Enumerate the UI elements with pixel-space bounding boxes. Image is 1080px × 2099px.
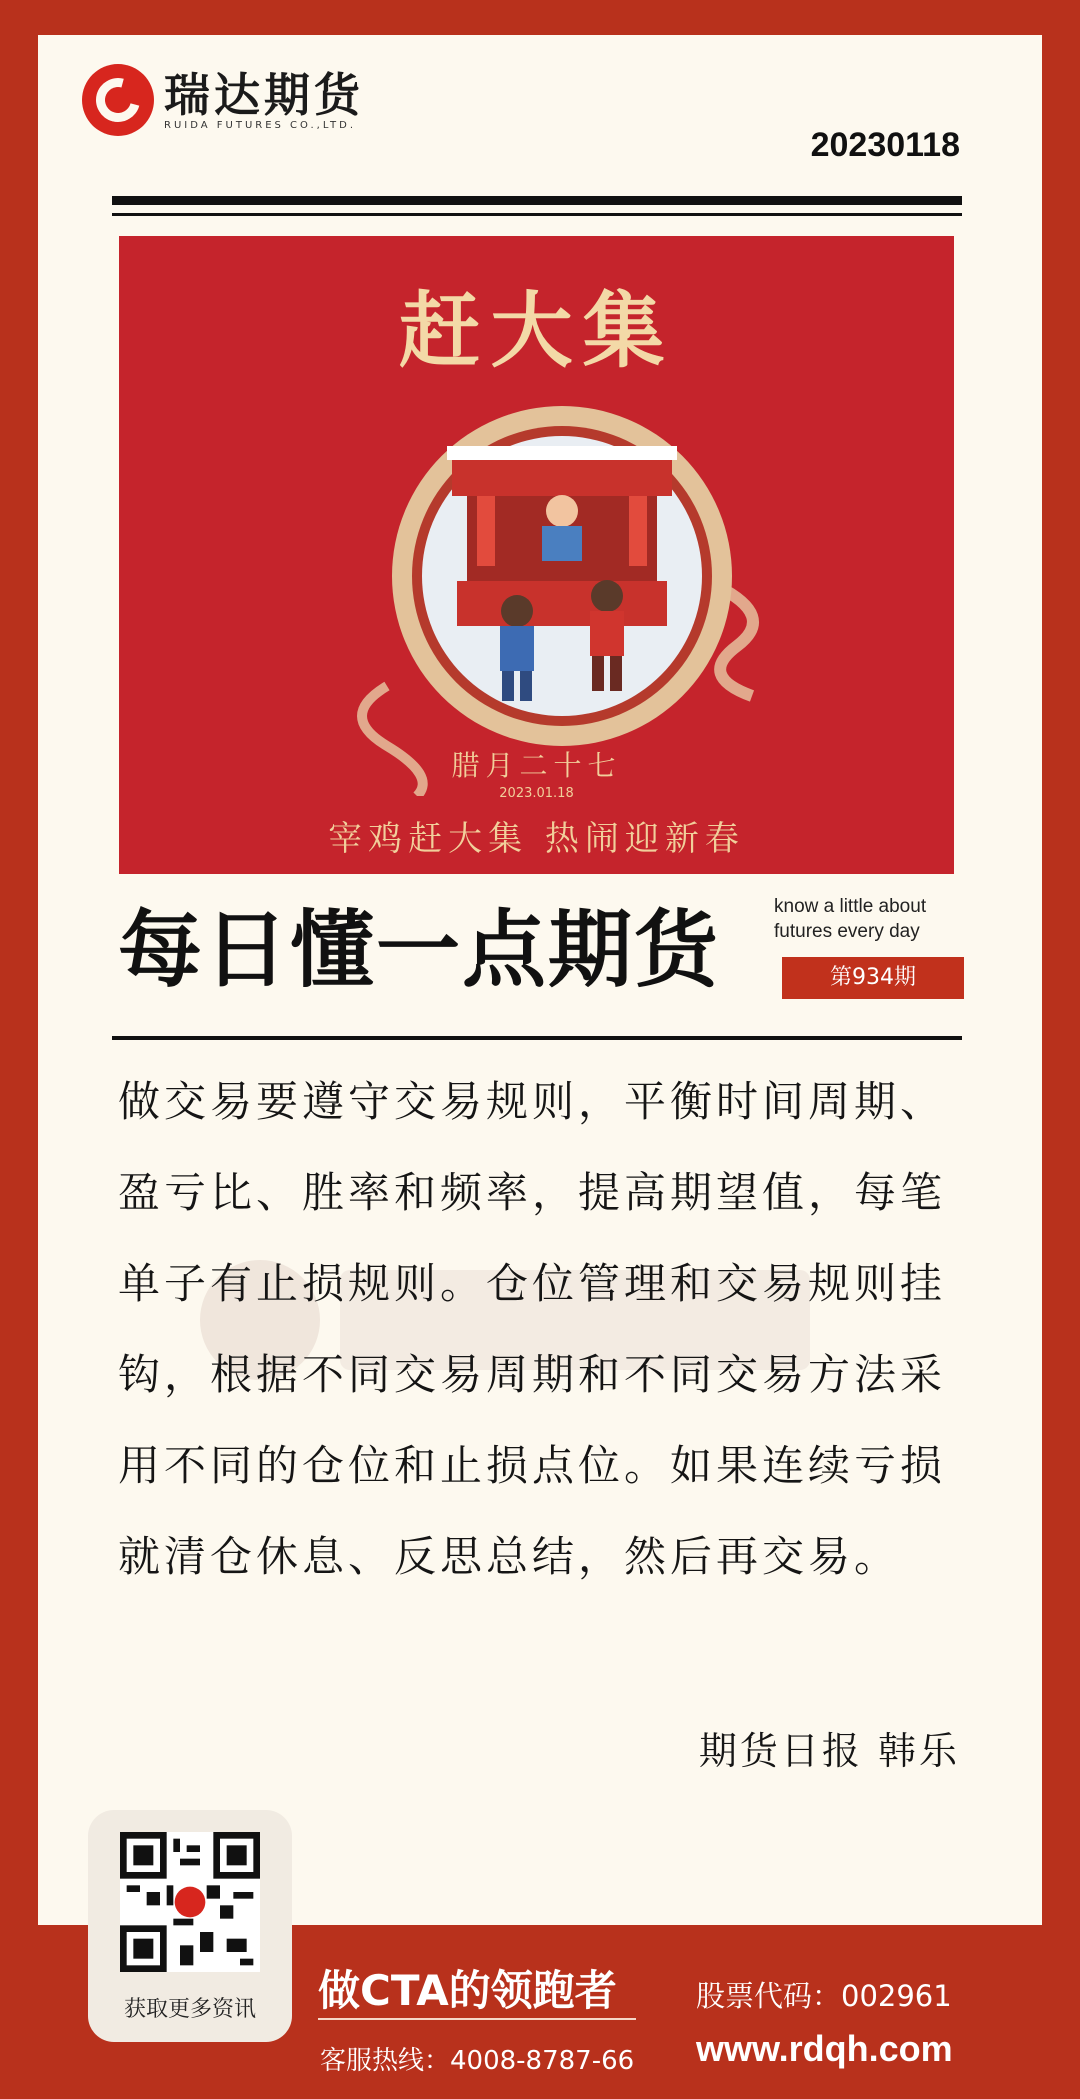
banner-caption: 宰鸡赶大集 热闹迎新春 xyxy=(328,819,745,859)
lunar-date: 腊月二十七 xyxy=(451,749,622,782)
qr-card[interactable] xyxy=(88,1810,292,2042)
banner-title: 赶大集 xyxy=(398,283,675,379)
hotline: 客服热线：4008-8787-66 xyxy=(320,2046,635,2076)
issue-date: 20230118 xyxy=(810,126,960,164)
article-body: 做交易要遵守交易规则，平衡时间周期、盈亏比、胜率和频率，提高期望值，每笔单子有止损规则。仓位管理和交易规则挂钩，根据不同交易周期和不同交易方法采用不同的仓位和止损点位。如果连续亏损就清仓休息、反思总结，然后再交易。 xyxy=(118,1077,947,1581)
article-author: 期货日报 韩乐 xyxy=(698,1729,960,1773)
qr-code-icon[interactable] xyxy=(120,1832,260,1972)
brand-name: 瑞达期货 xyxy=(164,67,364,122)
slogan: 做CTA的领跑者 xyxy=(318,1966,617,2015)
divider xyxy=(112,213,962,216)
banner-date: 2023.01.18 xyxy=(499,786,574,801)
divider xyxy=(112,196,962,205)
stock-code: 股票代码：002961 xyxy=(696,1979,952,2013)
tagline: know a little about futures every day xyxy=(774,896,927,942)
divider xyxy=(112,1036,962,1040)
brand-logo xyxy=(82,64,364,136)
festival-banner xyxy=(119,236,954,874)
market-illustration xyxy=(357,386,767,796)
issue-badge: 第934期 xyxy=(782,957,964,999)
website-link[interactable]: www.rdqh.com xyxy=(696,2028,953,2069)
brand-name-en: RUIDA FUTURES CO.,LTD. xyxy=(164,119,357,131)
page-title: 每日懂一点期货 xyxy=(118,901,721,999)
qr-label: 获取更多资讯 xyxy=(123,1997,256,2022)
ruida-logo-icon xyxy=(82,64,154,136)
divider xyxy=(318,2018,636,2020)
